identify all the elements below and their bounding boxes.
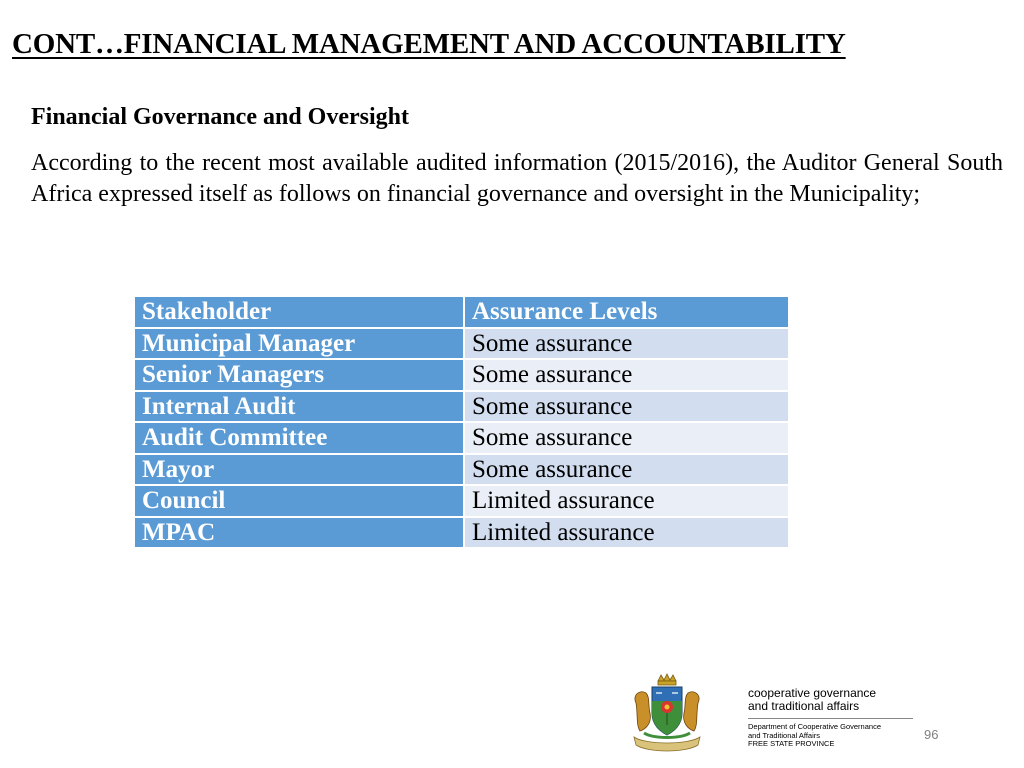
- table-row: [134, 391, 789, 423]
- column-header-stakeholder: Stakeholder: [134, 296, 464, 328]
- table-row: [134, 422, 789, 454]
- table-header-row: [134, 296, 789, 328]
- department-branding: [748, 687, 913, 749]
- department-subtitle-line: Department of Cooperative Governance: [748, 722, 881, 731]
- table-row: [134, 485, 789, 517]
- department-name-line: cooperative governance: [748, 686, 877, 700]
- assurance-level-cell: Limited assurance: [464, 485, 789, 517]
- intro-paragraph: According to the recent most available audited information (2015/2016), the Auditor General South Africa expressed itself as follows on financial governance and oversight in the Municipality;: [31, 150, 1003, 207]
- slide-title: CONT…FINANCIAL MANAGEMENT AND ACCOUNTABILITY: [12, 28, 846, 60]
- stakeholder-cell: Internal Audit: [134, 391, 464, 423]
- assurance-level-cell: Some assurance: [464, 328, 789, 360]
- table-row: [134, 517, 789, 549]
- coat-of-arms-icon: [626, 673, 708, 755]
- stakeholder-cell: Audit Committee: [134, 422, 464, 454]
- stakeholder-cell: Senior Managers: [134, 359, 464, 391]
- table-row: [134, 454, 789, 486]
- divider: [748, 718, 913, 719]
- assurance-level-cell: Some assurance: [464, 422, 789, 454]
- assurance-level-cell: Limited assurance: [464, 517, 789, 549]
- stakeholder-cell: Municipal Manager: [134, 328, 464, 360]
- table-row: [134, 359, 789, 391]
- assurance-level-cell: Some assurance: [464, 391, 789, 423]
- department-subtitle-line: and Traditional Affairs: [748, 730, 820, 740]
- stakeholder-cell: Mayor: [134, 454, 464, 486]
- assurance-table: [133, 295, 790, 549]
- assurance-level-cell: Some assurance: [464, 359, 789, 391]
- stakeholder-cell: Council: [134, 485, 464, 517]
- department-name-line: and traditional affairs: [748, 699, 860, 713]
- assurance-level-cell: Some assurance: [464, 454, 789, 486]
- section-heading: Financial Governance and Oversight: [31, 104, 409, 130]
- table-row: [134, 328, 789, 360]
- department-subtitle-line: FREE STATE PROVINCE: [748, 739, 835, 748]
- column-header-assurance-levels: Assurance Levels: [464, 296, 789, 328]
- page-number: 96: [924, 727, 939, 742]
- stakeholder-cell: MPAC: [134, 517, 464, 549]
